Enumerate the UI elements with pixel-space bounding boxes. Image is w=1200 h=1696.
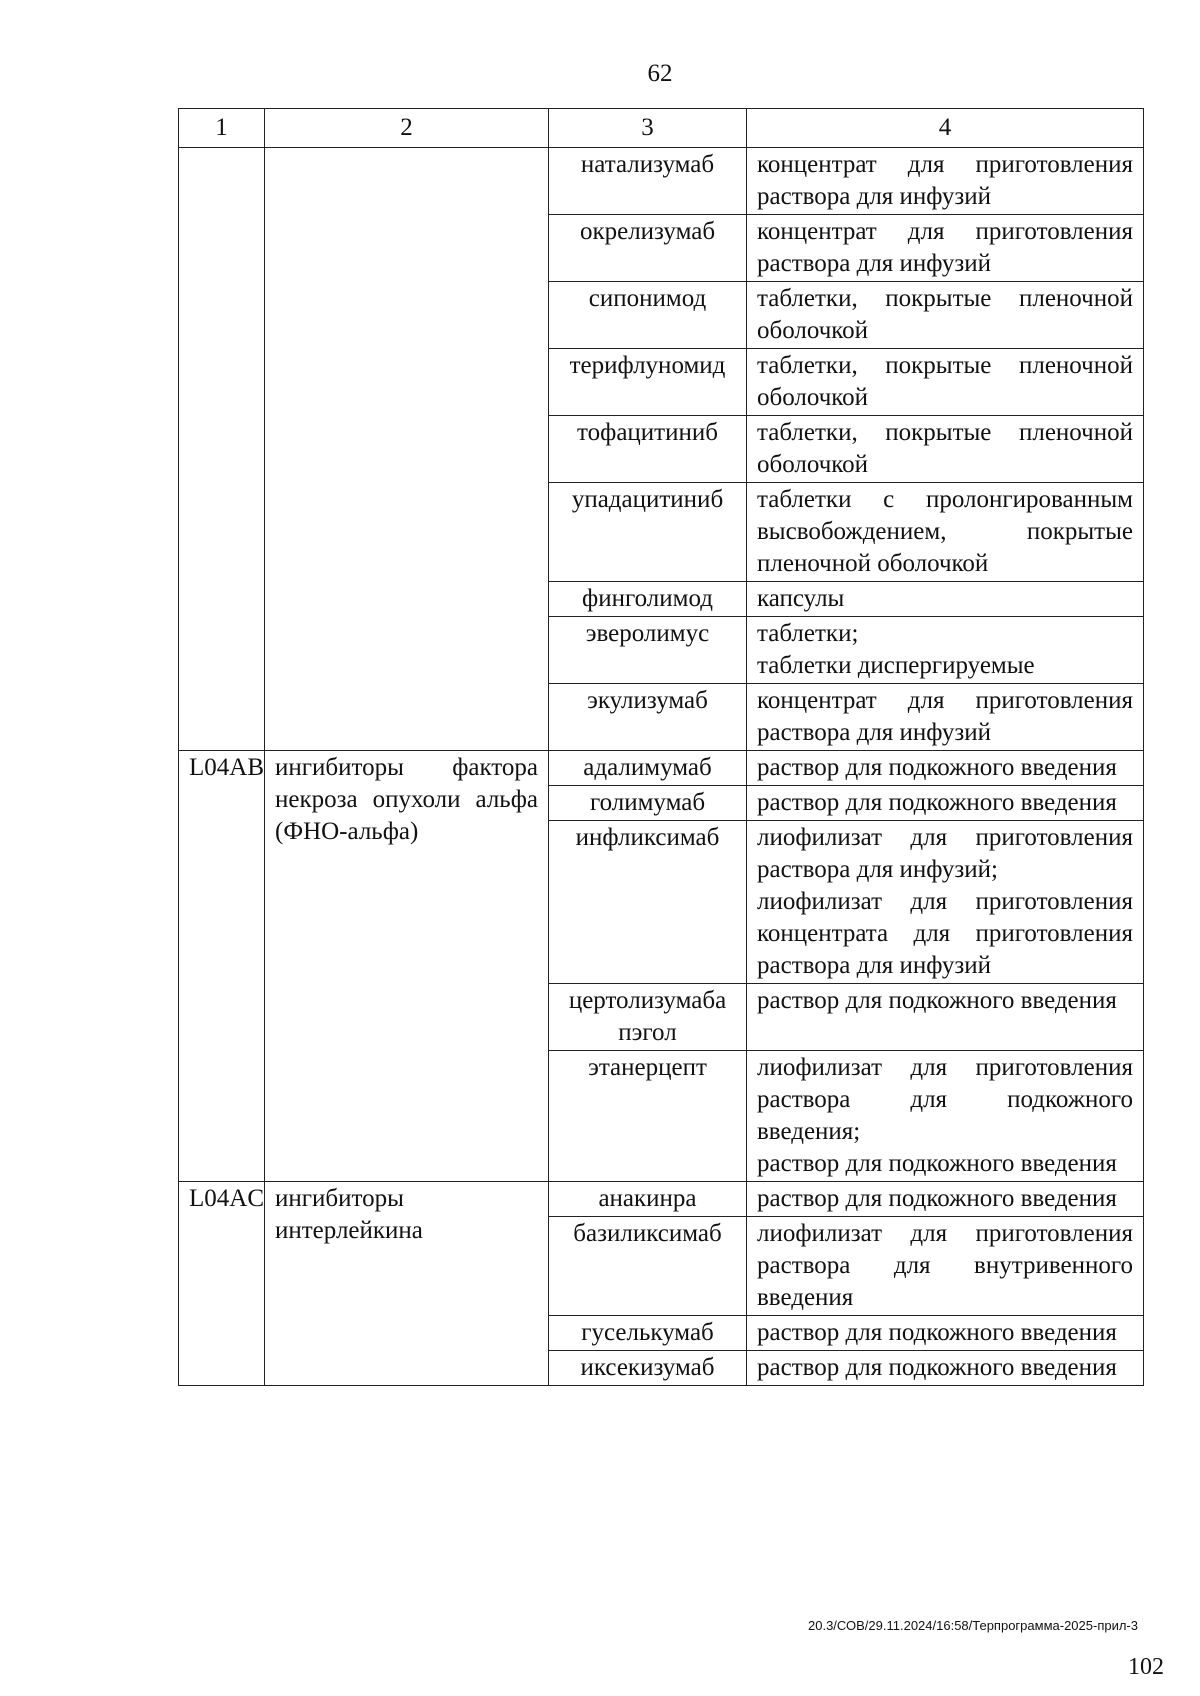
dosage-form-line: раствор для подкожного введения [757, 754, 1117, 781]
atc-code-cell [179, 148, 265, 751]
dosage-form-cell [747, 483, 1144, 582]
dosage-form-cell [747, 684, 1144, 751]
dosage-form-line: раствор для подкожного введения [757, 1150, 1117, 1177]
atc-code-cell: L04AB [179, 751, 265, 1182]
page-number: 62 [647, 60, 673, 87]
drug-name-cell: терифлуномид [549, 349, 747, 416]
drug-table [178, 108, 1144, 1386]
drug-name-cell: иксекизумаб [549, 1351, 747, 1386]
column-header: 2 [265, 109, 549, 148]
dosage-form-line: лиофилизат для приготовления раствора для внутривенного введения [757, 1220, 1133, 1311]
drug-name-cell: натализумаб [549, 148, 747, 215]
drug-name-cell: голимумаб [549, 786, 747, 821]
drug-name-cell: адалимумаб [549, 751, 747, 786]
dosage-form-line: таблетки, покрытые пленочной оболочкой [757, 352, 1133, 411]
dosage-form-cell [747, 1182, 1144, 1217]
drug-name-cell: сипонимод [549, 282, 747, 349]
group-name-cell: ингибиторы интерлейкина [265, 1182, 549, 1386]
column-header: 1 [179, 109, 265, 148]
table-body [179, 148, 1144, 1386]
drug-name-cell: анакинра [549, 1182, 747, 1217]
dosage-form-line: раствор для подкожного введения [757, 1354, 1117, 1381]
dosage-form-line: раствор для подкожного введения [757, 789, 1117, 816]
dosage-form-line: капсулы [757, 585, 845, 612]
dosage-form-cell [747, 349, 1144, 416]
dosage-form-line: таблетки с пролонгированным высвобождением, покрытые пленочной оболочкой [757, 486, 1133, 577]
drug-name-cell: финголимод [549, 582, 747, 617]
dosage-form-cell [747, 282, 1144, 349]
column-header: 4 [747, 109, 1144, 148]
group-name-cell [265, 148, 549, 751]
column-header: 3 [549, 109, 747, 148]
dosage-form-line: раствор для подкожного введения [757, 987, 1117, 1014]
dosage-form-line: лиофилизат для приготовления концентрата для приготовления раствора для инфузий [757, 888, 1133, 979]
dosage-form-line: раствор для подкожного введения [757, 1319, 1117, 1346]
dosage-form-cell [747, 984, 1144, 1051]
document-reference: 20.3/СОВ/29.11.2024/16:58/Терпрограмма-2025-прил-3 [808, 1618, 1138, 1633]
dosage-form-cell [747, 1051, 1144, 1182]
drug-name-cell: тофацитиниб [549, 416, 747, 483]
dosage-form-line: таблетки, покрытые пленочной оболочкой [757, 419, 1133, 478]
dosage-form-line: лиофилизат для приготовления раствора для инфузий; [757, 824, 1133, 883]
drug-name-cell: базиликсимаб [549, 1217, 747, 1316]
dosage-form-cell [747, 215, 1144, 282]
dosage-form-cell [747, 582, 1144, 617]
dosage-form-cell [747, 821, 1144, 984]
dosage-form-line: раствор для подкожного введения [757, 1185, 1117, 1212]
group-name-cell: ингибиторы фактора некроза опухоли альфа (ФНО-альфа) [265, 751, 549, 1182]
atc-code-cell: L04AC [179, 1182, 265, 1386]
drug-name-cell: гуселькумаб [549, 1316, 747, 1351]
dosage-form-line: таблетки; [757, 620, 859, 647]
dosage-form-cell [747, 1351, 1144, 1386]
drug-name-cell: упадацитиниб [549, 483, 747, 582]
dosage-form-line: лиофилизат для приготовления раствора для подкожного введения; [757, 1054, 1133, 1145]
drug-name-cell: эверолимус [549, 617, 747, 684]
dosage-form-line: концентрат для приготовления раствора для инфузий [757, 218, 1133, 277]
table-header-row [179, 109, 1144, 148]
dosage-form-line: концентрат для приготовления раствора для инфузий [757, 151, 1133, 210]
drug-name-cell: окрелизумаб [549, 215, 747, 282]
table-row [179, 148, 1144, 215]
dosage-form-cell [747, 416, 1144, 483]
dosage-form-cell [747, 1316, 1144, 1351]
table-row [179, 1182, 1144, 1217]
dosage-form-line: таблетки диспергируемые [757, 652, 1035, 679]
sheet-number: 102 [1128, 1654, 1164, 1680]
dosage-form-line: концентрат для приготовления раствора для инфузий [757, 687, 1133, 746]
dosage-form-cell [747, 751, 1144, 786]
dosage-form-cell [747, 148, 1144, 215]
dosage-form-cell [747, 617, 1144, 684]
dosage-form-cell [747, 786, 1144, 821]
table-row [179, 751, 1144, 786]
drug-name-cell: инфликсимаб [549, 821, 747, 984]
drug-name-cell: цертолизумаба пэгол [549, 984, 747, 1051]
drug-name-cell: экулизумаб [549, 684, 747, 751]
dosage-form-line: таблетки, покрытые пленочной оболочкой [757, 285, 1133, 344]
drug-name-cell: этанерцепт [549, 1051, 747, 1182]
dosage-form-cell [747, 1217, 1144, 1316]
